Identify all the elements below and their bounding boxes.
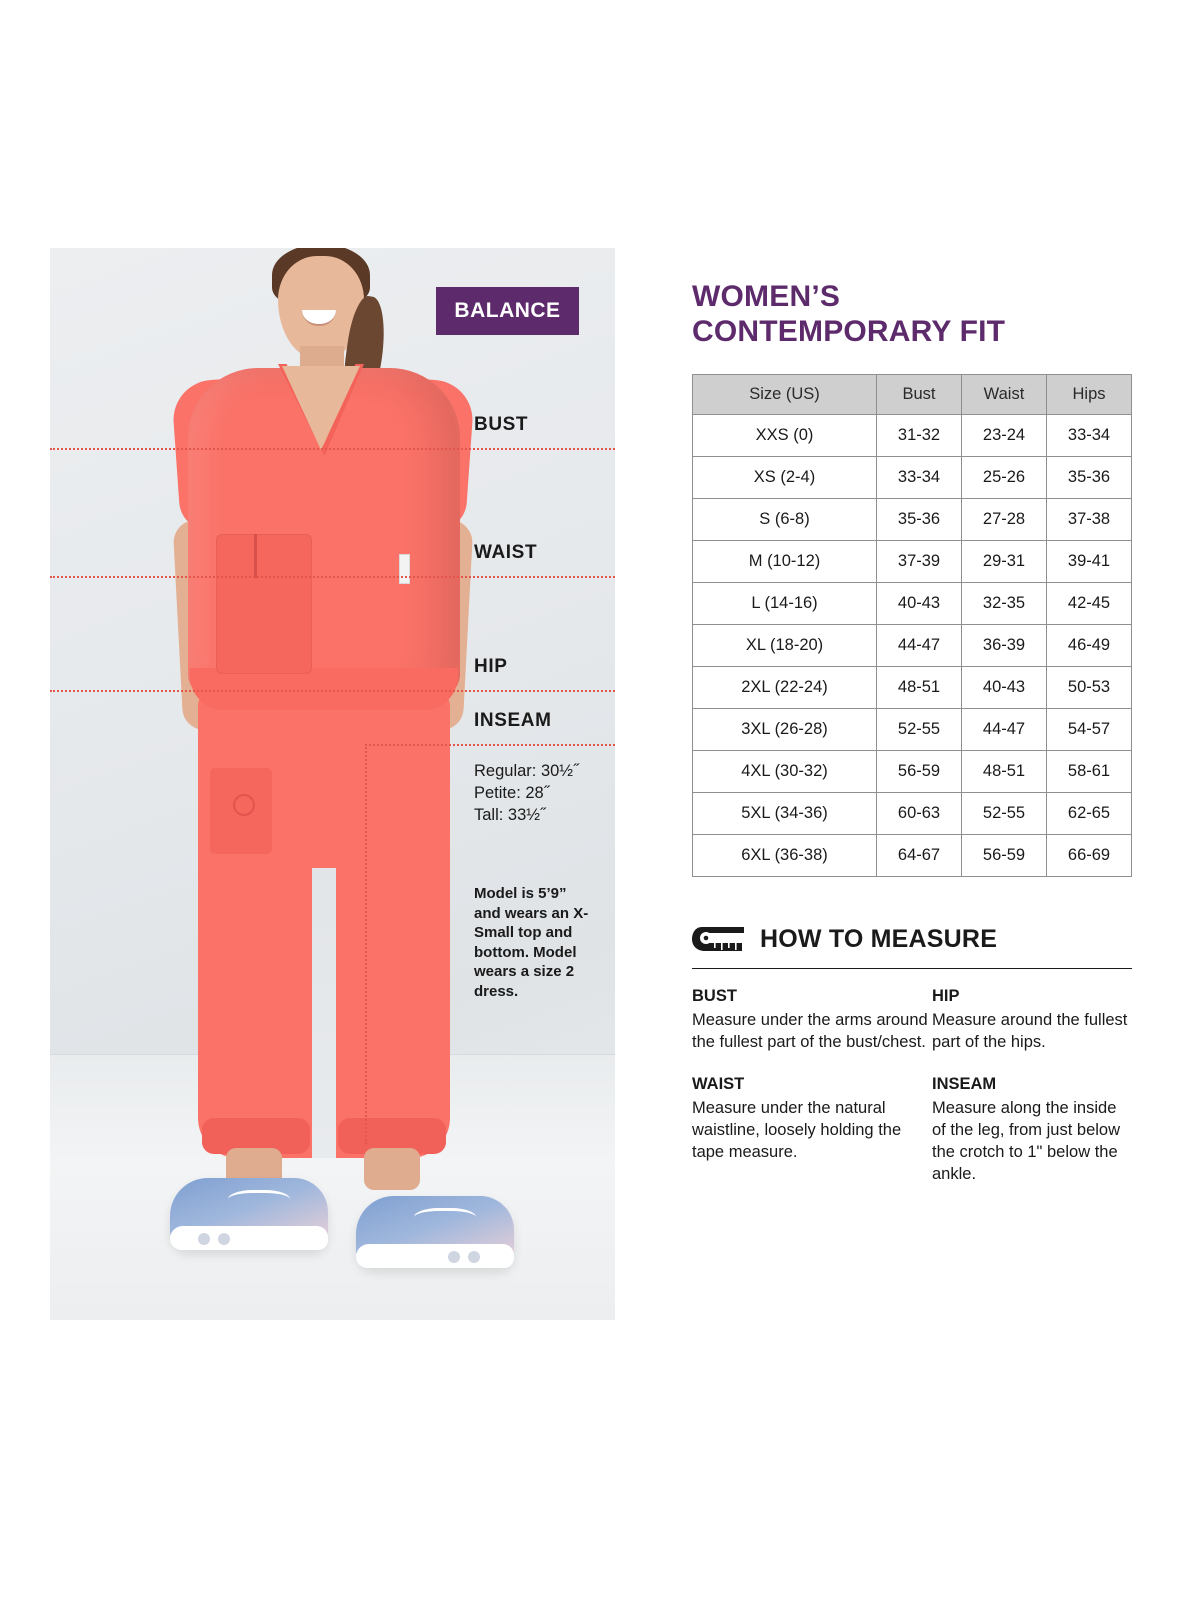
- how-to-measure-divider: [692, 968, 1132, 969]
- left-sneaker: [170, 1178, 328, 1250]
- column-header-size: Size (US): [693, 375, 877, 415]
- cell-waist: 25-26: [962, 457, 1047, 499]
- pants-loop-detail: [233, 794, 255, 816]
- cell-hips: 35-36: [1047, 457, 1132, 499]
- cell-size: L (14-16): [693, 583, 877, 625]
- cell-size: 4XL (30-32): [693, 751, 877, 793]
- table-row: [693, 457, 1132, 499]
- cell-size: 5XL (34-36): [693, 793, 877, 835]
- cell-hips: 58-61: [1047, 751, 1132, 793]
- cell-bust: 31-32: [877, 415, 962, 457]
- table-row: [693, 751, 1132, 793]
- right-sneaker: [356, 1196, 514, 1268]
- cell-size: M (10-12): [693, 541, 877, 583]
- size-chart-table: [692, 374, 1132, 877]
- table-row: [693, 667, 1132, 709]
- measure-item-waist: [692, 1075, 932, 1185]
- table-row: [693, 835, 1132, 877]
- cell-bust: 64-67: [877, 835, 962, 877]
- measure-item-title: INSEAM: [932, 1075, 997, 1093]
- cell-size: XL (18-20): [693, 625, 877, 667]
- table-row: [693, 583, 1132, 625]
- brand-chip: BALANCE: [436, 287, 579, 335]
- measure-item-bust: [692, 987, 932, 1053]
- cell-waist: 40-43: [962, 667, 1047, 709]
- cell-waist: 56-59: [962, 835, 1047, 877]
- cell-bust: 56-59: [877, 751, 962, 793]
- model-note: Model is 5’9” and wears an X-Small top and bottom. Model wears a size 2 dress.: [474, 885, 589, 1000]
- table-row: [693, 709, 1132, 751]
- how-to-measure-title: HOW TO MEASURE: [760, 925, 998, 953]
- cell-waist: 36-39: [962, 625, 1047, 667]
- inseam-values: [474, 760, 579, 826]
- left-sneaker-vent: [198, 1233, 210, 1245]
- tape-measure-icon: [692, 921, 748, 958]
- right-sneaker-vent: [468, 1251, 480, 1263]
- measure-item-body: Measure under the natural waistline, loosely holding the tape measure.: [692, 1099, 902, 1161]
- table-row: [693, 415, 1132, 457]
- bust-guide-label: BUST: [474, 414, 529, 435]
- cell-hips: 54-57: [1047, 709, 1132, 751]
- cell-size: 3XL (26-28): [693, 709, 877, 751]
- cell-bust: 37-39: [877, 541, 962, 583]
- cell-bust: 40-43: [877, 583, 962, 625]
- column-header-bust: Bust: [877, 375, 962, 415]
- cell-waist: 27-28: [962, 499, 1047, 541]
- size-chart-panel: [692, 280, 1132, 1185]
- inseam-guide-label: INSEAM: [474, 710, 552, 731]
- inseam-regular: Regular: 30½˝: [474, 762, 579, 780]
- badge-clip: [399, 554, 410, 584]
- table-row: [693, 625, 1132, 667]
- cell-bust: 52-55: [877, 709, 962, 751]
- scrub-top-hem: [190, 668, 458, 710]
- cell-hips: 66-69: [1047, 835, 1132, 877]
- cell-bust: 33-34: [877, 457, 962, 499]
- cell-bust: 44-47: [877, 625, 962, 667]
- bust-guide-line: [50, 448, 615, 450]
- cell-waist: 48-51: [962, 751, 1047, 793]
- table-row: [693, 541, 1132, 583]
- column-header-hips: Hips: [1047, 375, 1132, 415]
- table-row: [693, 793, 1132, 835]
- right-sneaker-sole: [356, 1244, 514, 1268]
- page-title-line1: WOMEN’S: [692, 280, 841, 313]
- measure-item-hip: [932, 987, 1132, 1053]
- model-photo-panel: [50, 248, 615, 1320]
- column-header-waist: Waist: [962, 375, 1047, 415]
- cell-waist: 44-47: [962, 709, 1047, 751]
- hip-guide-line: [50, 690, 615, 692]
- cell-hips: 50-53: [1047, 667, 1132, 709]
- cell-waist: 52-55: [962, 793, 1047, 835]
- cell-hips: 42-45: [1047, 583, 1132, 625]
- how-to-measure-grid: [692, 987, 1132, 1185]
- scrub-top-pocket: [216, 534, 312, 674]
- measure-item-title: WAIST: [692, 1075, 745, 1093]
- cell-hips: 33-34: [1047, 415, 1132, 457]
- cell-size: 6XL (36-38): [693, 835, 877, 877]
- scrub-top-zipper: [254, 534, 257, 578]
- cell-size: 2XL (22-24): [693, 667, 877, 709]
- cell-hips: 46-49: [1047, 625, 1132, 667]
- waist-guide-label: WAIST: [474, 542, 538, 563]
- measure-item-body: Measure along the inside of the leg, from just below the crotch to 1" below the ankle.: [932, 1099, 1121, 1183]
- measure-item-body: Measure under the arms around the fullest part of the bust/chest.: [692, 1011, 928, 1051]
- pants-leg-gap: [312, 868, 336, 1158]
- measure-item-body: Measure around the fullest part of the hips.: [932, 1011, 1128, 1051]
- how-to-measure-header: [692, 921, 1132, 958]
- cell-waist: 29-31: [962, 541, 1047, 583]
- cell-waist: 32-35: [962, 583, 1047, 625]
- measure-item-inseam: [932, 1075, 1132, 1185]
- cell-size: XS (2-4): [693, 457, 877, 499]
- model-right-ankle: [364, 1148, 420, 1190]
- page-title-line2: CONTEMPORARY FIT: [692, 315, 1006, 348]
- left-sneaker-vent: [218, 1233, 230, 1245]
- right-sneaker-laces: [414, 1208, 476, 1231]
- table-row: [693, 499, 1132, 541]
- measure-item-title: BUST: [692, 987, 737, 1005]
- hip-guide-label: HIP: [474, 656, 508, 677]
- cell-bust: 48-51: [877, 667, 962, 709]
- cell-hips: 39-41: [1047, 541, 1132, 583]
- right-sneaker-vent: [448, 1251, 460, 1263]
- inseam-tall: Tall: 33½˝: [474, 806, 546, 824]
- cell-hips: 62-65: [1047, 793, 1132, 835]
- left-sneaker-sole: [170, 1226, 328, 1250]
- inseam-guide-vertical: [365, 744, 367, 1144]
- cell-hips: 37-38: [1047, 499, 1132, 541]
- inseam-guide-line: [365, 744, 615, 746]
- table-header-row: [693, 375, 1132, 415]
- inseam-petite: Petite: 28˝: [474, 784, 550, 802]
- waist-guide-line: [50, 576, 615, 578]
- cell-size: S (6-8): [693, 499, 877, 541]
- cell-waist: 23-24: [962, 415, 1047, 457]
- cell-bust: 35-36: [877, 499, 962, 541]
- left-sneaker-laces: [228, 1190, 290, 1213]
- cell-size: XXS (0): [693, 415, 877, 457]
- measure-item-title: HIP: [932, 987, 960, 1005]
- cell-bust: 60-63: [877, 793, 962, 835]
